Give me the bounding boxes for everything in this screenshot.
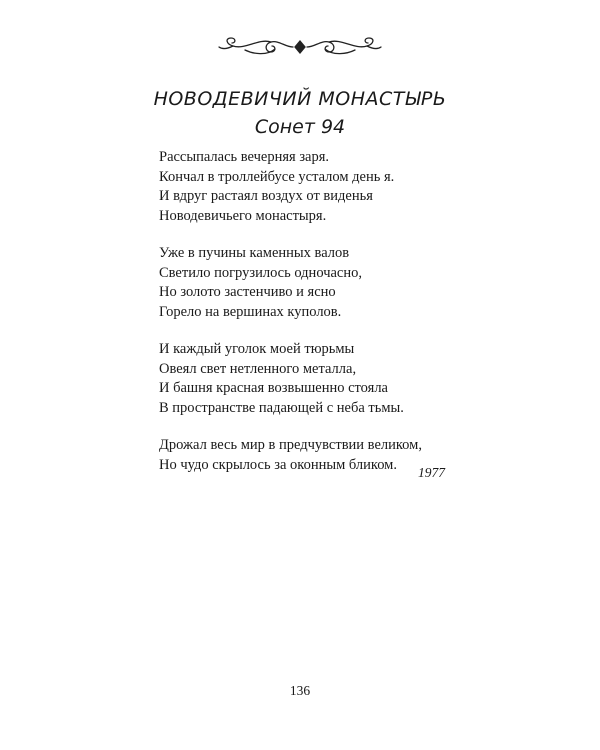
poem-line: В пространстве падающей с неба тьмы. xyxy=(159,399,404,416)
stanza xyxy=(159,244,459,322)
poem-line: Новодевичьего монастыря. xyxy=(159,207,327,224)
poem-line: Кончал в троллейбусе усталом день я. xyxy=(159,168,395,185)
poem-line: Светило погрузилось одночасно, xyxy=(159,264,362,281)
poem-year: 1977 xyxy=(418,465,445,480)
poem-subtitle: Сонет 94 xyxy=(254,116,346,138)
poem-line: И башня красная возвышенно стояла xyxy=(159,380,388,396)
page-number: 136 xyxy=(289,683,311,698)
poem-body xyxy=(159,148,459,493)
poem-line: Горело на вершинах куполов. xyxy=(159,303,342,320)
poem-line: Но чудо скрылось за оконным бликом. xyxy=(159,456,397,473)
poem-line: И каждый уголок моей тюрьмы xyxy=(159,341,355,357)
stanza xyxy=(159,340,459,418)
poem-title: НОВОДЕВИЧИЙ МОНАСТЫРЬ xyxy=(153,88,447,110)
poem-line: Овеял свет нетленного металла, xyxy=(159,360,357,377)
poem-line: И вдруг растаял воздух от виденья xyxy=(159,188,373,204)
poem-line: Дрожал весь мир в предчувствии великом, xyxy=(159,437,422,453)
poem-line: Но золото застенчиво и ясно xyxy=(159,284,336,300)
stanza xyxy=(159,148,459,226)
poem-line: Рассыпалась вечерняя заря. xyxy=(159,149,330,165)
poem-line: Уже в пучины каменных валов xyxy=(159,245,350,261)
ornament-icon xyxy=(215,34,385,60)
